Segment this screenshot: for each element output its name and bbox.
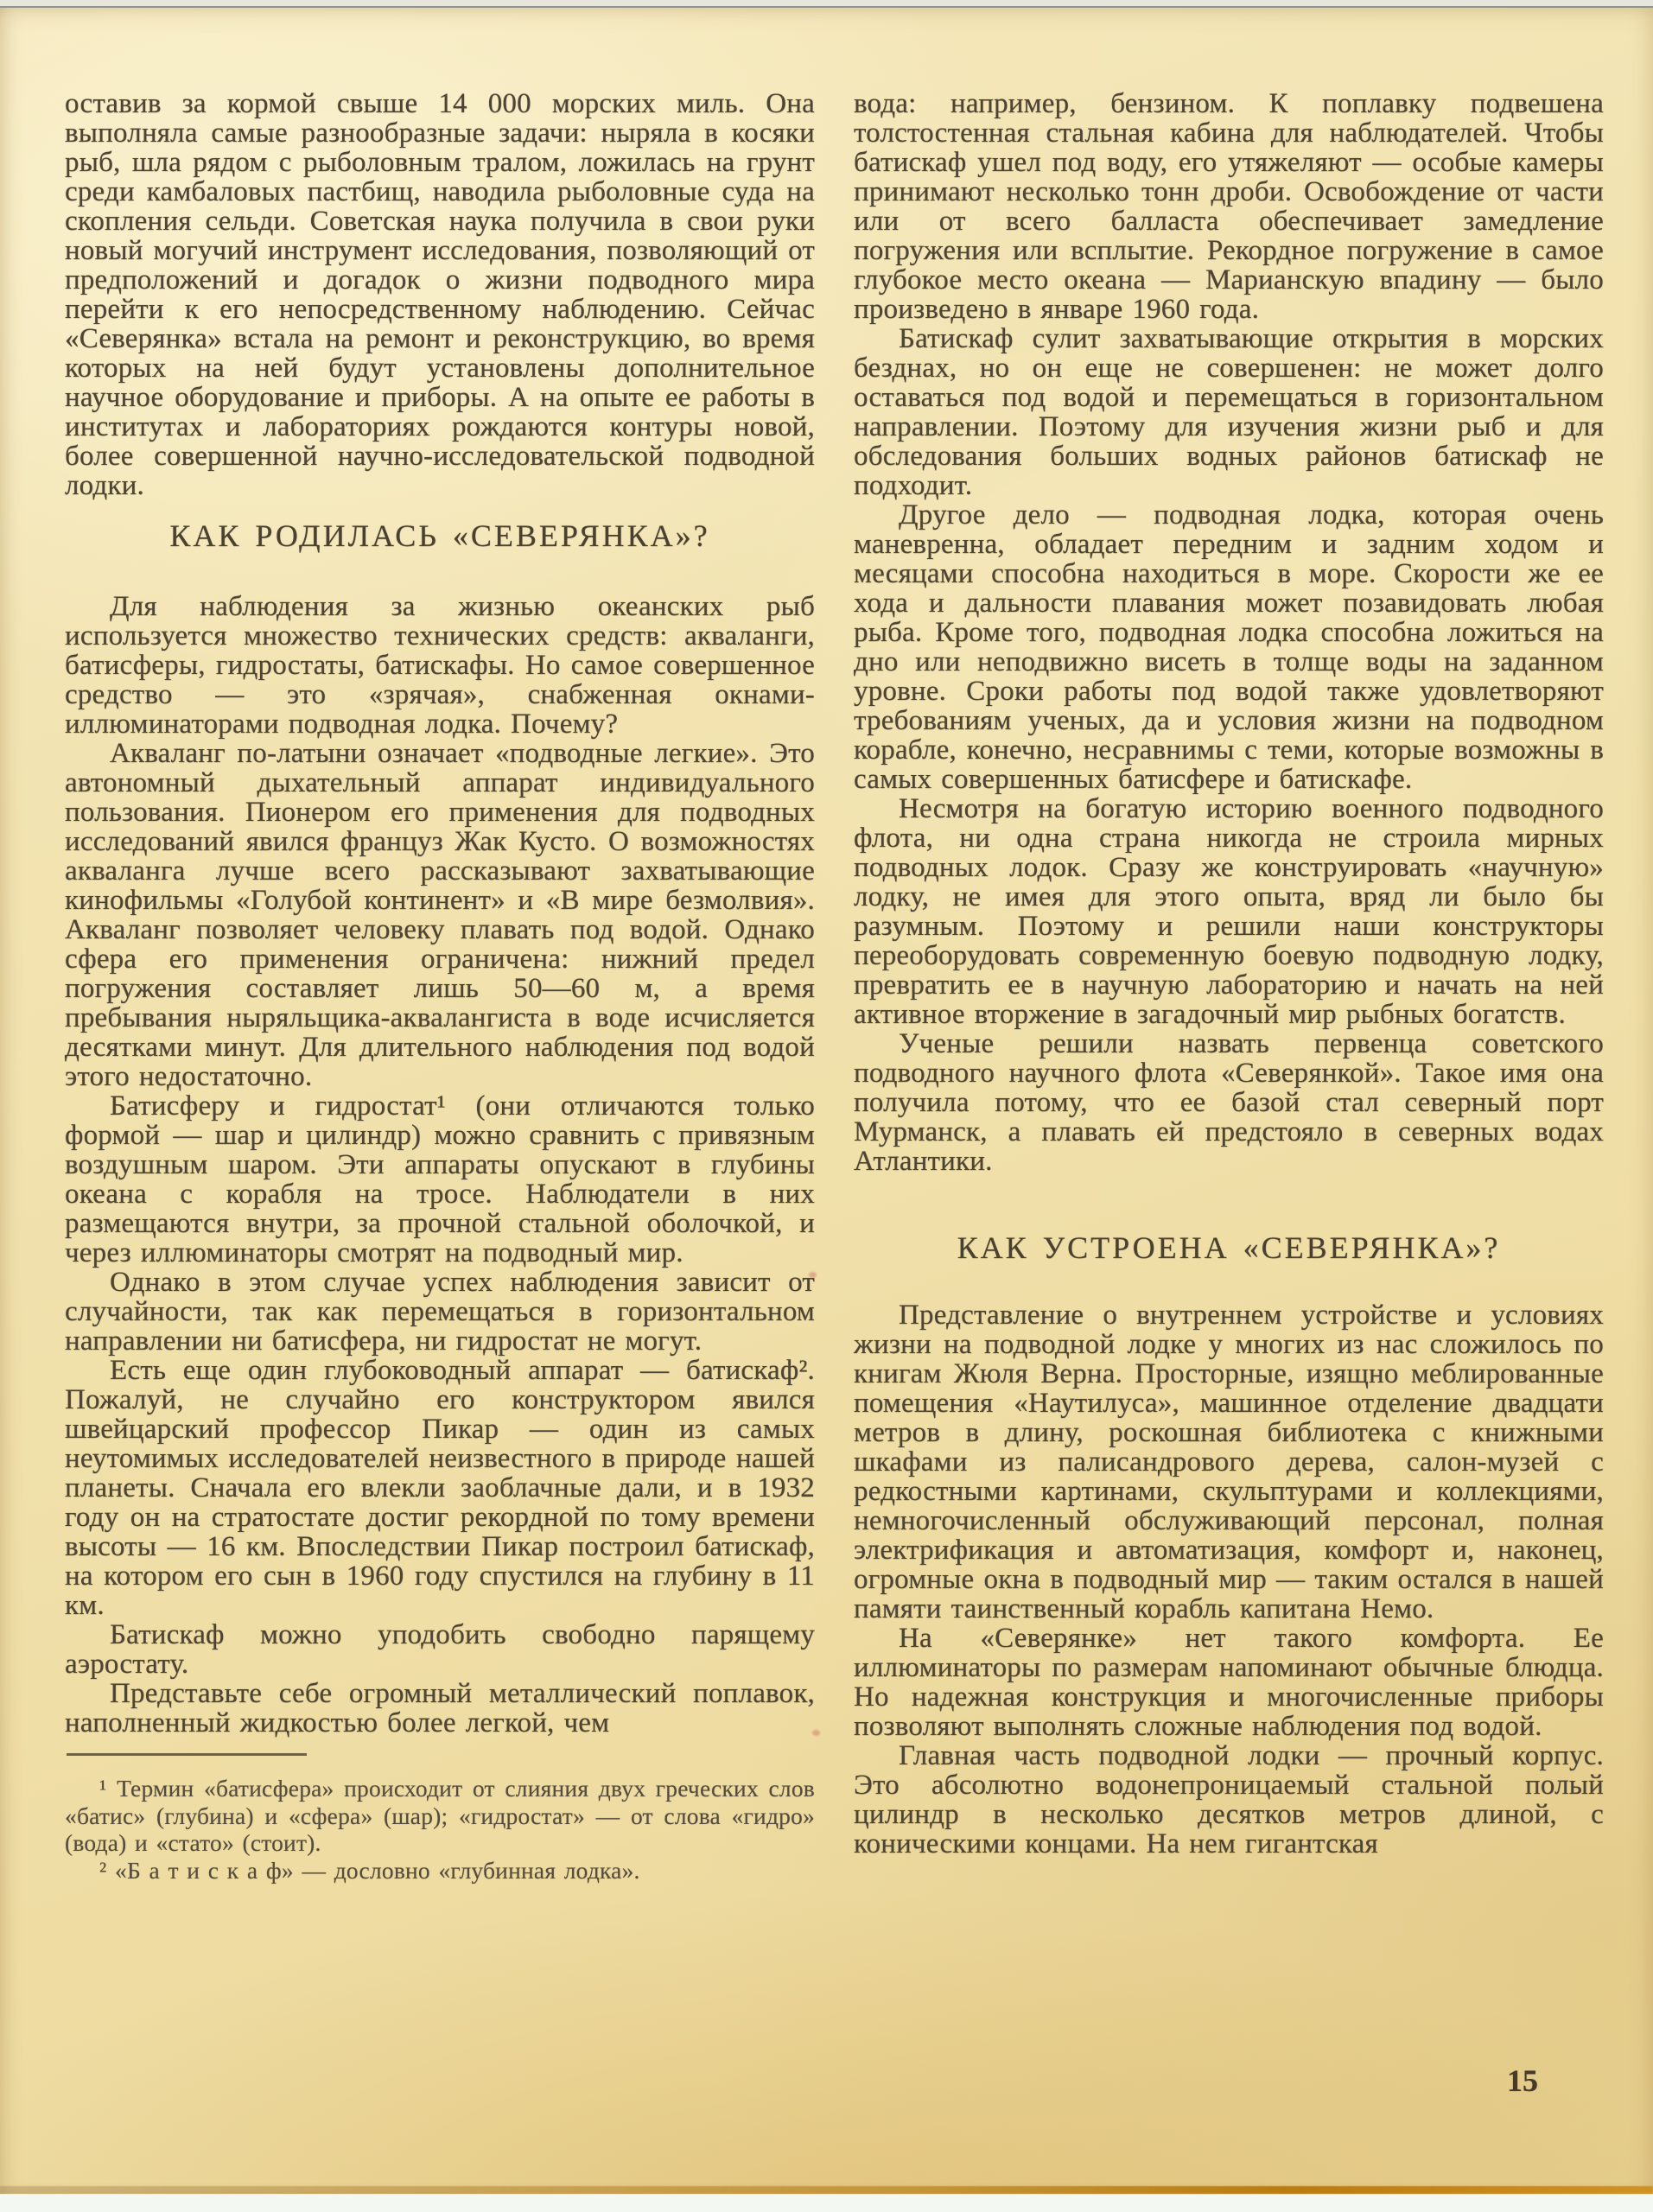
paragraph: Для наблюдения за жизнью океанских рыб используется множество технических средств: акваланги, батисферы, гидростаты, батискафы. Но самое совершенное средство — это «зрячая», снабженная окнами-иллюминаторами подводная лодка. Почему? [65, 591, 815, 740]
text-column-right [854, 89, 1604, 1859]
section-heading-how-severyanka-is-built: КАК УСТРОЕНА «СЕВЕРЯНКА»? [957, 1230, 1501, 1265]
section-heading-how-severyanka-was-born: КАК РОДИЛАСЬ «СЕВЕРЯНКА»? [169, 518, 710, 553]
scan-artifact-speck [809, 1272, 817, 1278]
scan-edge-top [0, 0, 1653, 8]
footnotes [65, 1775, 815, 1884]
paragraph: оставив за кормой свыше 14 000 морских миль. Она выполняла самые разнообразные задачи: ныряла в косяки рыб, шла рядом с рыболовным тралом, ложилась на грунт среди камбаловых пастбищ, наводила рыболовные суда на скопления сельди. Советская наука получила в свои руки новый могучий инструмент исследования, позволяющий от предположений и догадок о жизни подводного мира перейти к его непосредственному наблюдению. Сейчас «Северянка» встала на ремонт и реконструкцию, во время которых на ней будут установлены дополнительное научное оборудование и приборы. А на опыте ее работы в институтах и лабораториях рождаются контуры новой, более совершенной научно-исследовательской подводной лодки. [65, 88, 815, 501]
paragraph: Представьте себе огромный металлический поплавок, наполненный жидкостью более легкой, чем [65, 1678, 815, 1738]
text-column-left [65, 89, 815, 1884]
page-number: 15 [1507, 2063, 1538, 2098]
paragraph: Акваланг по-латыни означает «подводные легкие». Это автономный дыхательный аппарат индивидуального пользования. Пионером его применения для подводных исследований явился француз Жак Кусто. О возможностях акваланга лучше всего рассказывают захватывающие кинофильмы «Голубой континент» и «В мире безмолвия». Акваланг позволяет человеку плавать под водой. Однако сфера его применения ограничена: нижний предел погружения составляет лишь 50—60 м, а время пребывания ныряльщика-аквалангиста в воде исчисляется десятками минут. Для длительного наблюдения под водой этого недостаточно. [65, 738, 815, 1092]
page-bottom-edge [0, 2186, 1653, 2194]
paragraph: На «Северянке» нет такого комфорта. Ее иллюминаторы по размерам напоминают обычные блюдца. Но надежная конструкция и многочисленные приборы позволяют выполнять сложные наблюдения под водой. [854, 1623, 1604, 1742]
scan-artifact-speck [812, 1730, 820, 1736]
paragraph: Батискаф сулит захватывающие открытия в морских безднах, но он еще не совершенен: не может долго оставаться под водой и перемещаться в горизонтальном направлении. Поэтому для изучения жизни рыб и для обследования больших водных районов батискаф не подходит. [854, 323, 1604, 501]
page-paper [0, 8, 1653, 2194]
paragraph: Главная часть подводной лодки — прочный корпус. Это абсолютно водонепроницаемый стальной полый цилиндр в несколько десятков метров длиной, с коническими концами. На нем гигантская [854, 1740, 1604, 1859]
paragraph: Другое дело — подводная лодка, которая очень маневренна, обладает передним и задним ходом и месяцами способна находиться в море. Скорости же ее хода и дальности плавания может позавидовать любая рыба. Кроме того, подводная лодка способна ложиться на дно или неподвижно висеть в толще воды на заданном уровне. Сроки работы под водой также удовлетворяют требованиям ученых, да и условия жизни на подводном корабле, конечно, несравнимы с теми, которые возможны в самых совершенных батисфере и батискафе. [854, 499, 1604, 795]
paragraph: Ученые решили назвать первенца советского подводного научного флота «Северянкой». Такое имя она получила потому, что ее базой стал северный порт Мурманск, а плавать ей предстояло в северных водах Атлантики. [854, 1028, 1604, 1177]
footnote-divider [67, 1753, 307, 1756]
paragraph: Представление о внутреннем устройстве и условиях жизни на подводной лодке у многих из нас сложилось по книгам Жюля Верна. Просторные, изящно меблированные помещения «Наутилуса», машинное отделение двадцати метров в длину, роскошная библиотека с книжными шкафами из палисандрового дерева, салон-музей с редкостными картинами, скульптурами и коллекциями, немногочисленный обслуживающий персонал, полная электрификация и автоматизация, комфорт и, наконец, огромные окна в подводный мир — таким остался в нашей памяти таинственный корабль капитана Немо. [854, 1300, 1604, 1624]
footnote: ² «Б а т и с к а ф» — дословно «глубинная лодка». [99, 1856, 640, 1884]
footnote: ¹ Термин «батисфера» происходит от слияния двух греческих слов «батис» (глубина) и «сфера» (шар); «гидростат» — от слова «гидро» (вода) и «стато» (стоит). [65, 1775, 815, 1856]
paragraph: вода: например, бензином. К поплавку подвешена толстостенная стальная кабина для наблюдателей. Чтобы батискаф ушел под воду, его утяжеляют — особые камеры принимают несколько тонн дроби. Освобождение от части или от всего балласта обеспечивает замедление погружения или всплытие. Рекордное погружение в самое глубокое место океана — Марианскую впадину — было произведено в январе 1960 года. [854, 88, 1604, 325]
paragraph: Несмотря на богатую историю военного подводного флота, ни одна страна никогда не строила мирных подводных лодок. Сразу же конструировать «научную» лодку, не имея для этого опыта, вряд ли было бы разумным. Поэтому и решили наши конструкторы переоборудовать современную боевую подводную лодку, превратить ее в научную лабораторию и начать на ней активное вторжение в загадочный мир рыбных богатств. [854, 793, 1604, 1030]
paragraph: Батискаф можно уподобить свободно парящему аэростату. [65, 1619, 815, 1680]
paragraph: Есть еще один глубоководный аппарат — батискаф². Пожалуй, не случайно его конструктором явился швейцарский профессор Пикар — один из самых неутомимых исследователей неизвестного в природе нашей планеты. Сначала его влекли заоблачные дали, и в 1932 году он на стратостате достиг рекордной по тому времени высоты — 16 км. Впоследствии Пикар построил батискаф, на котором его сын в 1960 году спустился на глубину в 11 км. [65, 1355, 815, 1621]
paragraph: Однако в этом случае успех наблюдения зависит от случайности, так как перемещаться в горизонтальном направлении ни батисфера, ни гидростат не могут. [65, 1267, 815, 1357]
paragraph: Батисферу и гидростат¹ (они отличаются только формой — шар и цилиндр) можно сравнить с привязным воздушным шаром. Эти аппараты опускают в глубины океана с корабля на тросе. Наблюдатели в них размещаются внутри, за прочной стальной оболочкой, и через иллюминаторы смотрят на подводный мир. [65, 1090, 815, 1268]
